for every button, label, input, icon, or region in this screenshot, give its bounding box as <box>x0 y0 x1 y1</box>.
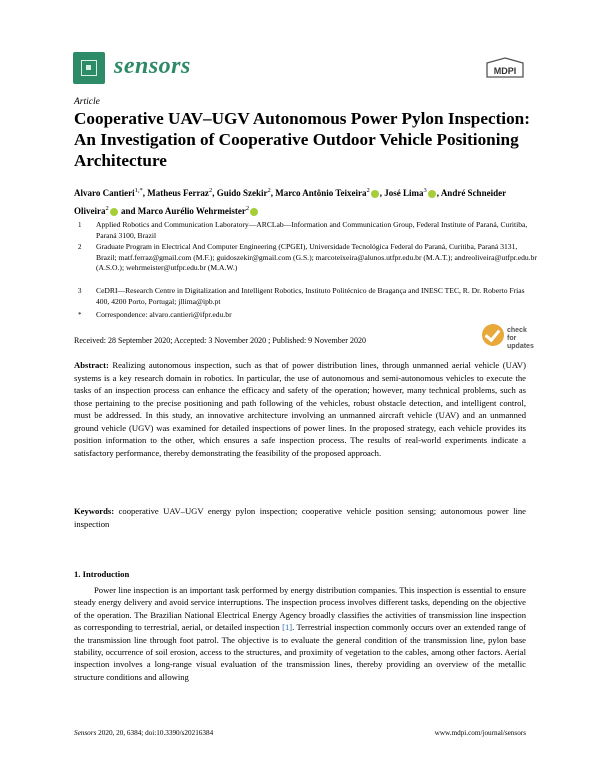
abstract-label: Abstract: <box>74 360 109 370</box>
affiliation: 2 Graduate Program in Electrical And Computer Engineering (CPGEI), Universidade Tecnológica Federal do Paraná, Curitiba, Paraná 3131, Brazil; matf.ferraz@gmail.com (M.F.); guidoszekir@gmail.com (G.S.); marcoteixeira@alunos.utfpr.edu.br (M.A.T.); andreoliveira@utfpr.edu.br (A.S.O.); wehrmeister@utfpr.edu.br (M.A.W.) <box>78 242 537 273</box>
check-for-updates-badge[interactable]: check for updates <box>482 322 530 352</box>
author[interactable]: Guido Szekir <box>216 188 268 198</box>
orcid-icon[interactable] <box>371 190 379 198</box>
affiliation: 3 CeDRI—Research Centre in Digitalization and Intelligent Robotics, Instituto Politécnico de Bragança and INESC TEC, R. Dr. Roberto Frias 400, 4200 Porto, Portugal; jllima@ipb.pt <box>78 286 525 306</box>
author[interactable]: Marco Aurélio Wehrmeister <box>137 206 246 216</box>
journal-name: sensors <box>114 53 191 79</box>
author[interactable]: Matheus Ferraz <box>147 188 209 198</box>
mdpi-logo <box>483 57 527 81</box>
orcid-icon[interactable] <box>250 208 258 216</box>
author[interactable]: Alvaro Cantieri <box>74 188 135 198</box>
keywords <box>74 505 526 530</box>
orcid-icon[interactable] <box>428 190 436 198</box>
article-type: Article <box>74 97 100 107</box>
body-paragraph: Power line inspection is an important task performed by energy distribution companies. This inspection is essential to ensure steady energy delivery and avoid service interruptions. The inspection process involves different tasks, depending on the objective of the operation. The Brazilian National Electrical Energy Agency broadly classifies the activities of transmission line inspection as corresponding to terrestrial, aerial, or detailed inspection [1]. Terrestrial inspection commonly occurs over an extended range of the transmission line through foot patrol. The objective is to evaluate the general condition of the transmission line, pylon base stability, occurrence of soil erosion, access to the structures, and proximity of vegetation to the cables, among other factors. Aerial inspection involves a long-range visual evaluation of the transmission lines, thereby providing an overview of the metallic structure conditions and allowing <box>74 585 526 682</box>
keywords-label: Keywords: <box>74 506 115 516</box>
journal-logo <box>73 52 105 84</box>
section-heading: 1. Introduction <box>74 569 130 579</box>
footer-citation: Sensors 2020, 20, 6384; doi:10.3390/s20216384 <box>74 729 214 737</box>
author[interactable]: José Lima <box>384 188 424 198</box>
abstract <box>74 359 526 459</box>
orcid-icon[interactable] <box>110 208 118 216</box>
article-title: Cooperative UAV–UGV Autonomous Power Pylon Inspection: An Investigation of Cooperative Outdoor Vehicle Positioning Architecture <box>74 109 530 170</box>
abstract-text: Realizing autonomous inspection, such as that of power distribution lines, through unmanned aerial vehicle (UAV) systems is a key research domain in robotics. In particular, the use of autonomous and semi-autonomous vehicles to execute the tasks of an inspection process can enhance the efficacy and safety of the operation; however, many technical problems, such as those pertaining to the precise positioning and path following of the vehicles, robust obstacle detection, and intelligent control, must be addressed. In this study, an innovative architecture involving an unmanned aircraft vehicle (UAV) and an unmanned ground vehicle (UGV) was examined for detailed inspections of power lines. In the proposed strategy, each vehicle provides its position information to the other, which ensures a safe inspection process. The results of real-world experiments indicate a satisfactory performance, thereby demonstrating the feasibility of the proposed approach. <box>74 360 526 458</box>
publication-dates: Received: 28 September 2020; Accepted: 3 November 2020 ; Published: 9 November 2020 <box>74 336 366 345</box>
author[interactable]: André Schneider Oliveira <box>74 188 506 216</box>
footer-url[interactable]: www.mdpi.com/journal/sensors <box>434 729 526 737</box>
check-icon <box>482 324 504 346</box>
publisher-label: MDPI <box>493 66 517 76</box>
citation-link[interactable]: [1] <box>282 622 293 633</box>
author-list: Alvaro Cantieri$^{1,*}$, Matheus Ferraz$^2$, Guido Szekir$^2$, Marco Antônio Teixeira$^2$ , José Lima$^3$ , André Schneider Oliveira$^2$ and Marco Aurélio Wehrmeister$^2$ <box>74 187 506 216</box>
correspondence: * Correspondence: alvaro.cantieri@ifpr.edu.br <box>78 310 232 319</box>
keywords-text: cooperative UAV–UGV energy pylon inspection; cooperative vehicle position sensing; autonomous power line inspection <box>74 506 526 529</box>
affiliation: 1 Applied Robotics and Communication Laboratory—ARCLab—Information and Communication Group, Federal Institute of Paraná, Curitiba, Paraná 3100, Brazil <box>78 220 528 240</box>
author[interactable]: Marco Antônio Teixeira <box>275 188 367 198</box>
